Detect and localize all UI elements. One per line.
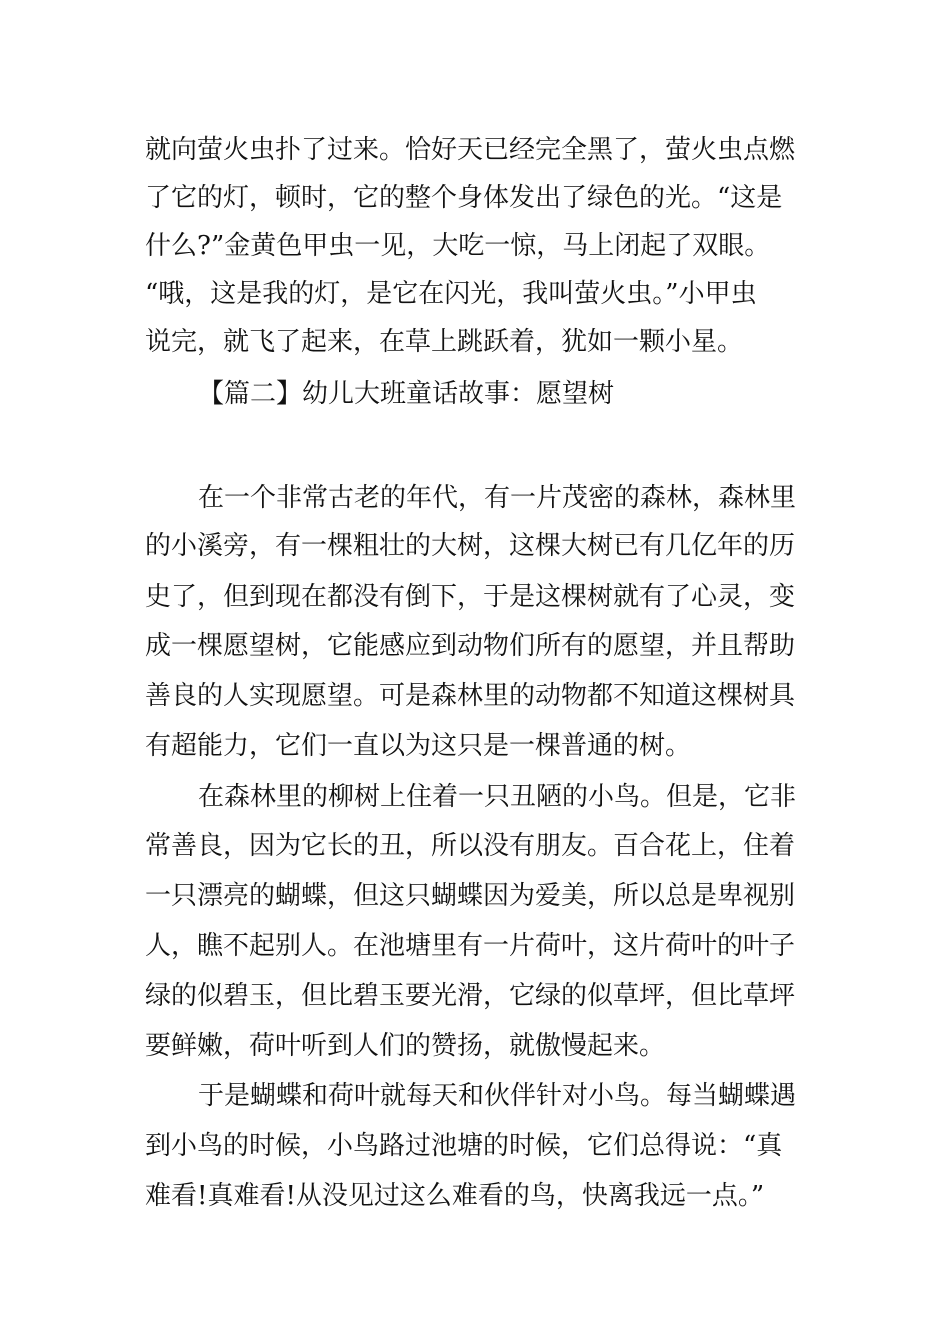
- text-line: 善良的人实现愿望。可是森林里的动物都不知道这棵树具: [145, 681, 796, 711]
- text-line: 就向萤火虫扑了过来。恰好天已经完全黑了，萤火虫点燃: [145, 135, 796, 165]
- text-line: 的小溪旁，有一棵粗壮的大树，这棵大树已有几亿年的历: [145, 531, 796, 561]
- text-line: 在森林里的柳树上住着一只丑陋的小鸟。但是，它非: [198, 782, 797, 812]
- text-line: 在一个非常古老的年代，有一片茂密的森林，森林里: [198, 483, 797, 513]
- text-line: 人，瞧不起别人。在池塘里有一片荷叶，这片荷叶的叶子: [145, 931, 796, 961]
- text-line: 要鲜嫩，荷叶听到人们的赞扬，就傲慢起来。: [145, 1031, 666, 1061]
- text-line: “哦，这是我的灯，是它在闪光，我叫萤火虫。”小甲虫: [145, 279, 757, 309]
- text-line: 绿的似碧玉，但比碧玉要光滑，它绿的似草坪，但比草坪: [145, 981, 796, 1011]
- text-line: 常善良，因为它长的丑，所以没有朋友。百合花上，住着: [145, 831, 796, 861]
- text-line: 成一棵愿望树，它能感应到动物们所有的愿望，并且帮助: [145, 631, 796, 661]
- section-heading: 【篇二】幼儿大班童话故事：愿望树: [198, 379, 615, 409]
- text-line: 到小鸟的时候，小鸟路过池塘的时候，它们总得说：“真: [145, 1131, 783, 1161]
- text-line: 史了，但到现在都没有倒下，于是这棵树就有了心灵，变: [145, 582, 796, 612]
- text-line: 一只漂亮的蝴蝶，但这只蝴蝶因为爱美，所以总是卑视别: [145, 881, 796, 911]
- text-line: 说完，就飞了起来，在草上跳跃着，犹如一颗小星。: [145, 327, 744, 357]
- text-line: 什么?”金黄色甲虫一见，大吃一惊，马上闭起了双眼。: [145, 231, 771, 261]
- text-line: 于是蝴蝶和荷叶就每天和伙伴针对小鸟。每当蝴蝶遇: [198, 1081, 797, 1111]
- text-line: 有超能力，它们一直以为这只是一棵普通的树。: [145, 731, 692, 761]
- text-line: 了它的灯，顿时，它的整个身体发出了绿色的光。“这是: [145, 183, 783, 213]
- text-line: 难看!真难看!从没见过这么难看的鸟，快离我远一点。”: [145, 1181, 765, 1211]
